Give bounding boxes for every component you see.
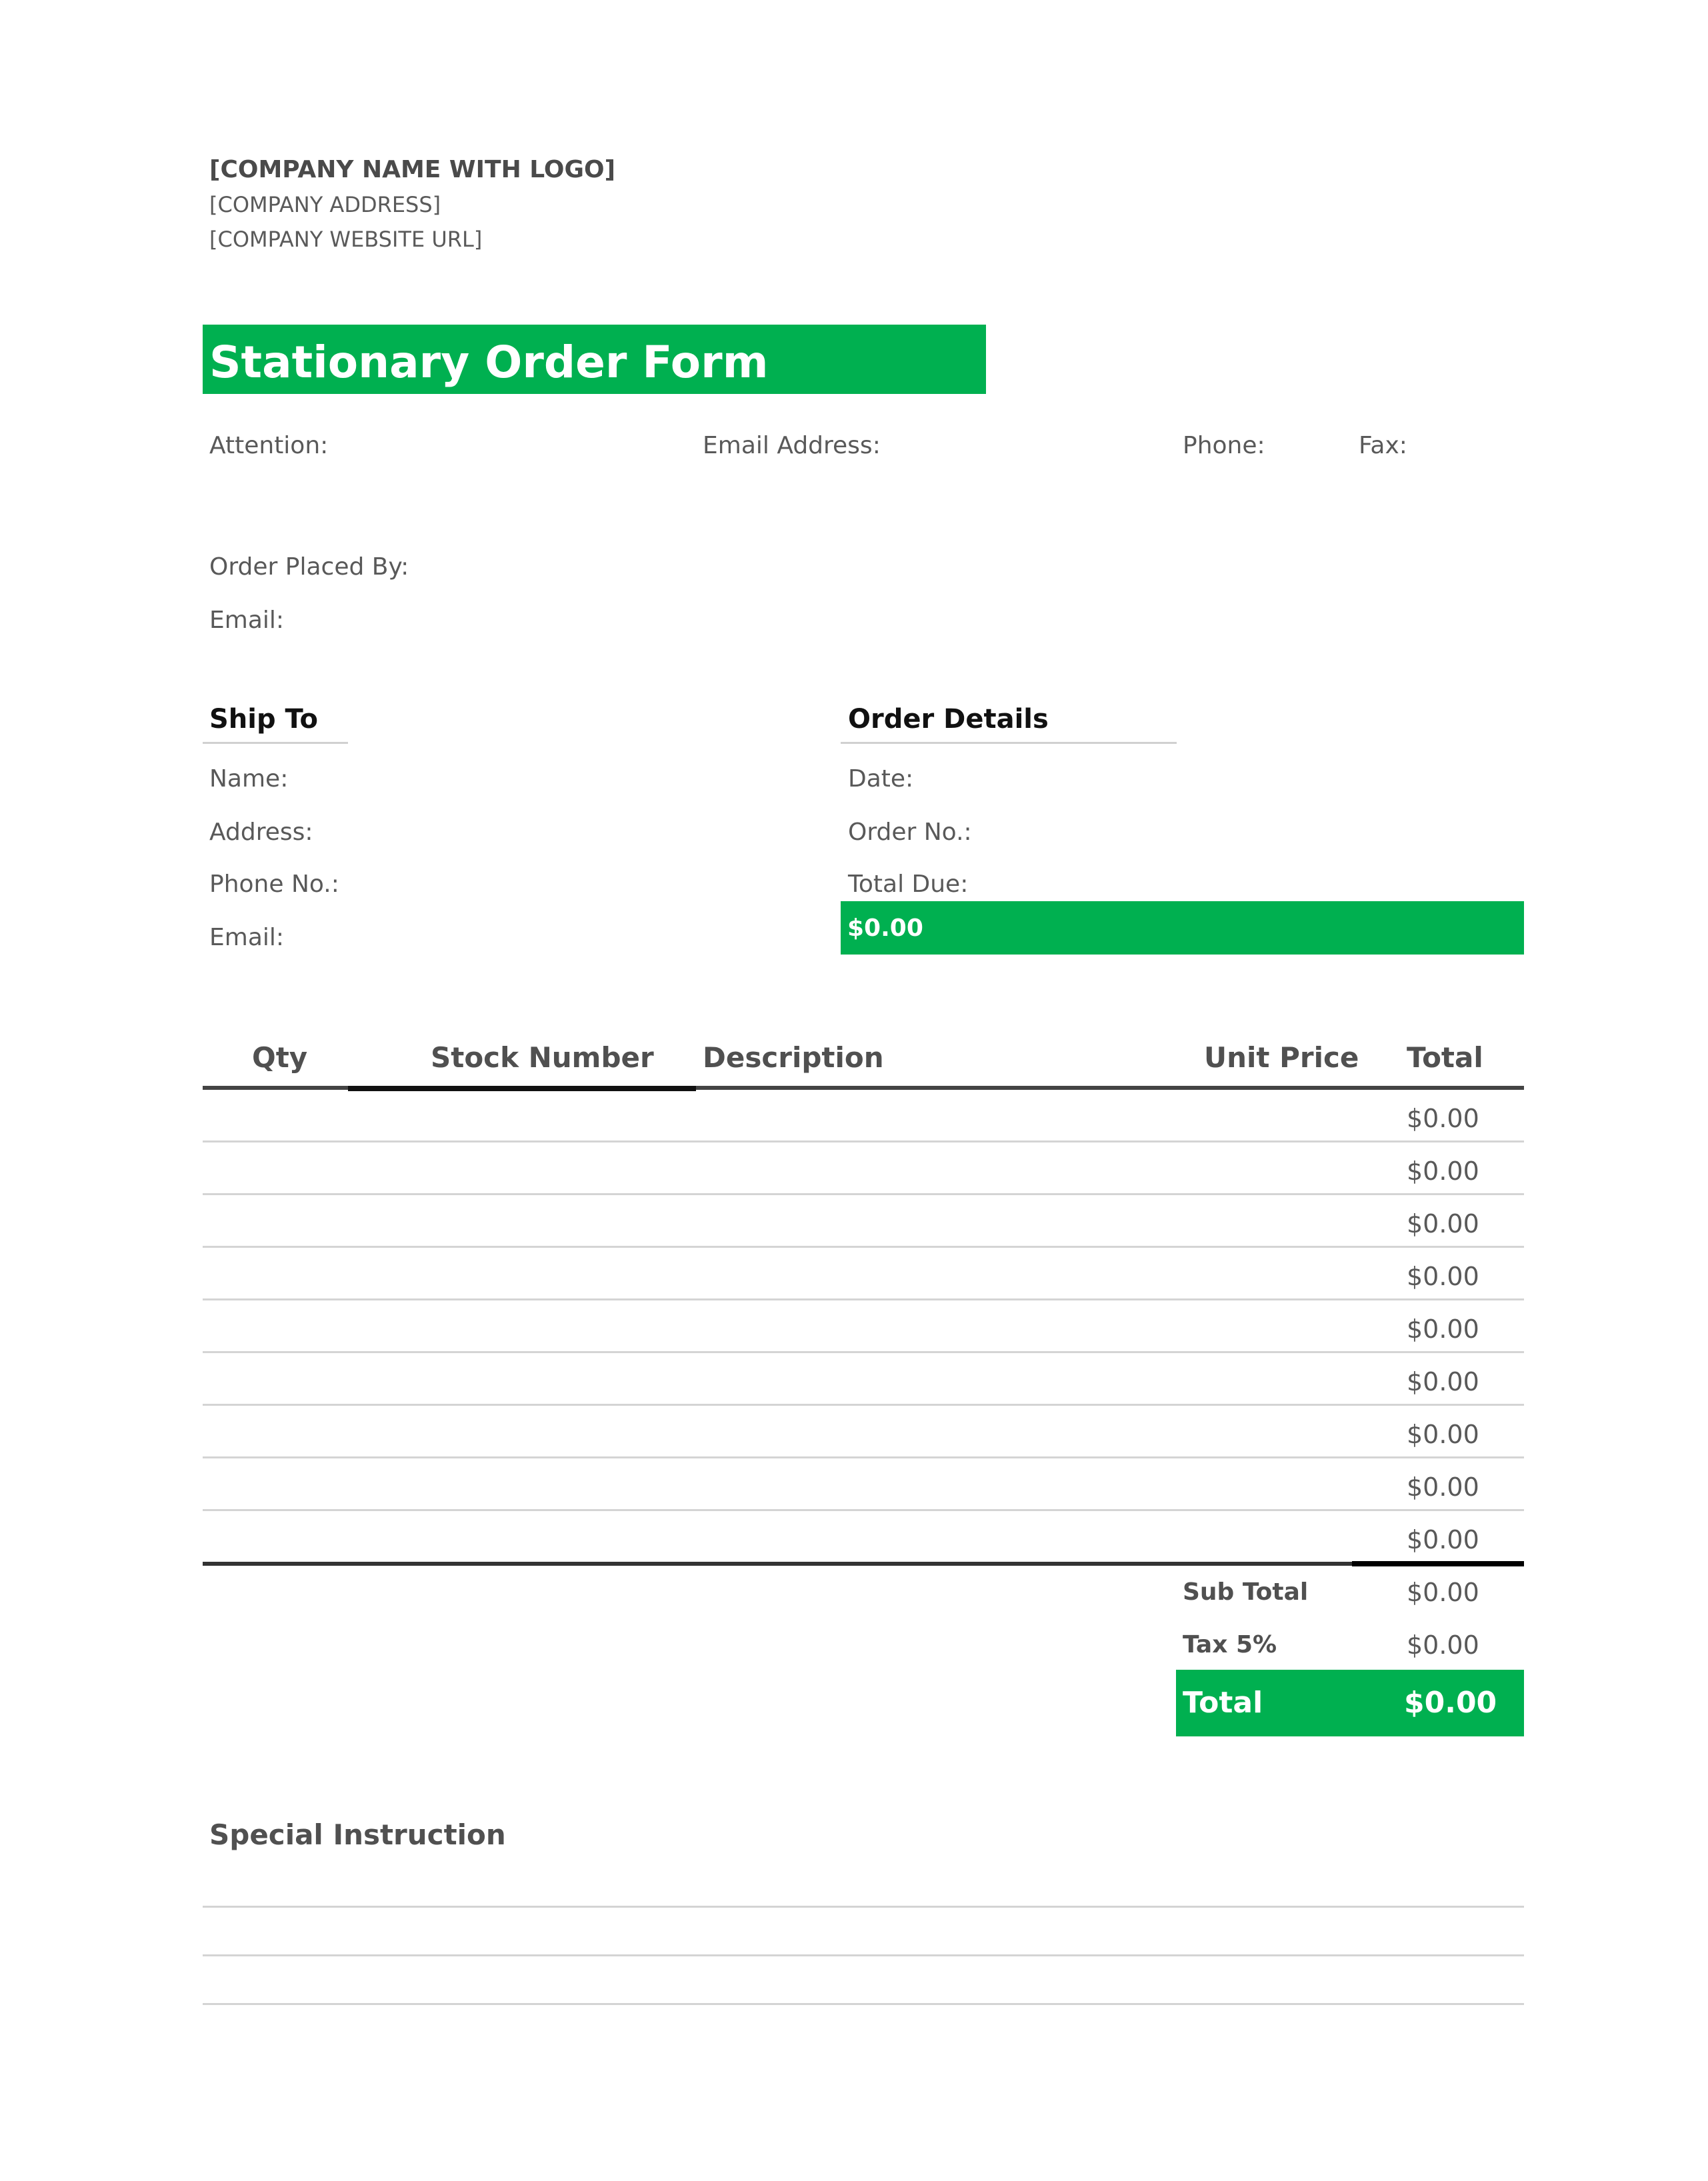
row-3-total: $0.00	[1407, 1209, 1479, 1238]
column-description: Description	[703, 1041, 884, 1074]
grand-total-value: $0.00	[1404, 1686, 1497, 1720]
total-due-label: Total Due:	[848, 871, 969, 898]
instruction-line[interactable]	[203, 1906, 1524, 1908]
row-7-total: $0.00	[1407, 1420, 1479, 1449]
ship-to-rule	[203, 742, 348, 744]
table-bottom-rule	[203, 1562, 1524, 1566]
row-line	[203, 1456, 1524, 1458]
tax-value: $0.00	[1407, 1630, 1479, 1660]
table-bottom-total-rule	[1352, 1561, 1524, 1566]
row-line	[203, 1298, 1524, 1300]
row-1-total: $0.00	[1407, 1104, 1479, 1133]
ship-phone-label: Phone No.:	[209, 871, 339, 898]
column-stock-number: Stock Number	[431, 1041, 654, 1074]
row-2-total: $0.00	[1407, 1156, 1479, 1186]
grand-total-label: Total	[1183, 1686, 1263, 1720]
fax-label: Fax:	[1359, 432, 1407, 459]
title-bar	[203, 325, 986, 394]
attention-label: Attention:	[209, 432, 329, 459]
row-line	[203, 1404, 1524, 1406]
order-email-label: Email:	[209, 607, 285, 634]
header-rule-stock	[348, 1086, 696, 1091]
row-line	[203, 1193, 1524, 1195]
order-details-rule	[841, 742, 1177, 744]
header-rule-rest	[696, 1086, 1524, 1090]
row-5-total: $0.00	[1407, 1314, 1479, 1344]
email-address-label: Email Address:	[703, 432, 881, 459]
row-8-total: $0.00	[1407, 1472, 1479, 1502]
ship-email-label: Email:	[209, 924, 285, 951]
company-website: [COMPANY WEBSITE URL]	[209, 227, 483, 252]
page-title: Stationary Order Form	[209, 337, 769, 388]
header-rule-qty	[203, 1086, 348, 1090]
order-details-header: Order Details	[848, 704, 1049, 735]
order-placed-by-label: Order Placed By:	[209, 553, 409, 581]
tax-label: Tax 5%	[1183, 1631, 1277, 1658]
grand-total-bar	[1176, 1670, 1524, 1736]
order-date-label: Date:	[848, 765, 914, 793]
row-line	[203, 1509, 1524, 1511]
ship-to-header: Ship To	[209, 704, 319, 735]
ship-address-label: Address:	[209, 819, 313, 846]
special-instruction-title: Special Instruction	[209, 1818, 506, 1851]
subtotal-value: $0.00	[1407, 1578, 1479, 1607]
instruction-line[interactable]	[203, 2003, 1524, 2005]
instruction-line[interactable]	[203, 1954, 1524, 1956]
column-qty: Qty	[252, 1041, 308, 1074]
order-number-label: Order No.:	[848, 819, 972, 846]
row-line	[203, 1140, 1524, 1142]
row-6-total: $0.00	[1407, 1367, 1479, 1396]
company-name: [COMPANY NAME WITH LOGO]	[209, 156, 616, 183]
subtotal-label: Sub Total	[1183, 1578, 1309, 1606]
column-total: Total	[1407, 1041, 1483, 1074]
total-due-bar	[841, 901, 1524, 955]
row-line	[203, 1246, 1524, 1248]
company-address: [COMPANY ADDRESS]	[209, 192, 441, 217]
row-4-total: $0.00	[1407, 1262, 1479, 1291]
row-line	[203, 1351, 1524, 1353]
ship-name-label: Name:	[209, 765, 289, 793]
phone-label: Phone:	[1183, 432, 1265, 459]
column-unit-price: Unit Price	[1204, 1041, 1359, 1074]
row-9-total: $0.00	[1407, 1525, 1479, 1554]
total-due-value: $0.00	[847, 915, 923, 942]
